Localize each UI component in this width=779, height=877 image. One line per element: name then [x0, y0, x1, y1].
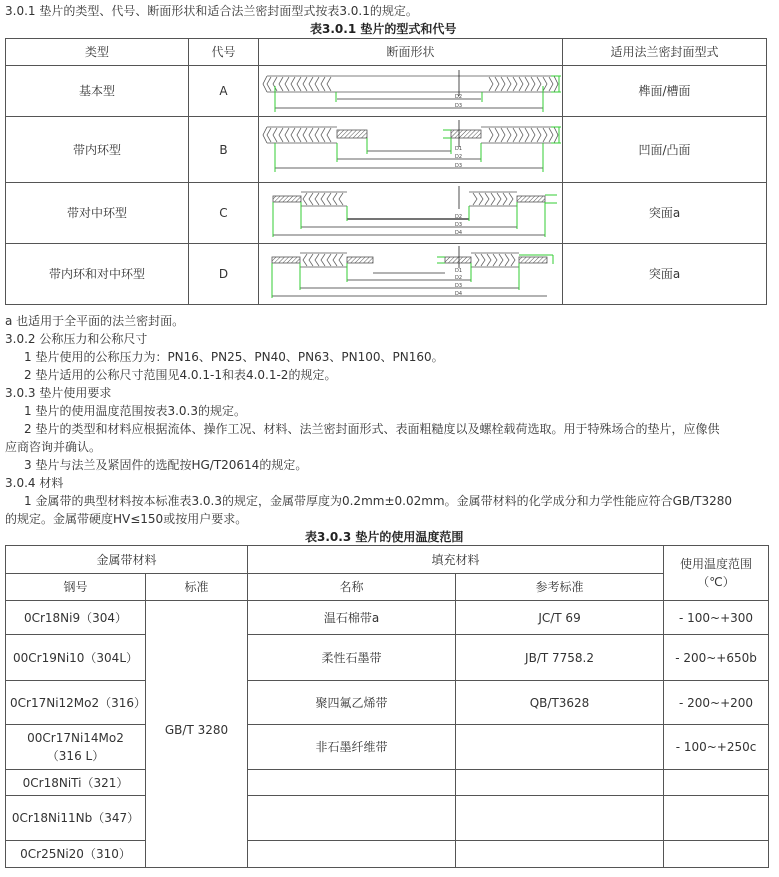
table-row	[6, 601, 769, 635]
temp-cell: - 100~+250c	[664, 725, 769, 770]
temp-cell: - 200~+650b	[664, 635, 769, 681]
header-type: 类型	[6, 39, 189, 66]
dim-label: D2	[455, 275, 463, 281]
table-row	[6, 796, 769, 841]
header-filler-name: 名称	[248, 574, 456, 601]
intro-text: 3.0.1 垫片的类型、代号、断面形状和适合法兰密封面型式按表3.0.1的规定。	[5, 4, 418, 18]
section-3-0-3-item-1: 1 垫片的使用温度范围按表3.0.3的规定。	[24, 404, 246, 418]
filler-ref-cell: JB/T 7758.2	[456, 635, 664, 681]
steel-grade-cell: 0Cr25Ni20（310）	[6, 841, 146, 868]
type-cell: 带内环型	[6, 117, 189, 183]
section-3-0-2-heading: 3.0.2 公称压力和公称尺寸	[5, 332, 148, 346]
filler-ref-cell: JC/T 69	[456, 601, 664, 635]
dim-label: D2	[455, 154, 463, 160]
filler-name-cell: 柔性石墨带	[248, 635, 456, 681]
gasket-types-table	[5, 38, 767, 305]
type-cell: 带内环和对中环型	[6, 244, 189, 305]
table2-caption: 表3.0.3 垫片的使用温度范围	[305, 530, 464, 544]
table-row	[6, 635, 769, 681]
steel-grade-cell: 0Cr18Ni9（304）	[6, 601, 146, 635]
basic-gasket-diagram	[259, 66, 563, 117]
dim-label: D3	[455, 222, 463, 228]
filler-ref-cell: QB/T3628	[456, 681, 664, 725]
steel-grade-cell: 0Cr17Ni12Mo2（316）	[6, 681, 146, 725]
section-3-0-3-heading: 3.0.3 垫片使用要求	[5, 386, 112, 400]
inner-and-centering-ring-gasket-diagram	[259, 244, 563, 305]
header-section: 断面形状	[259, 39, 563, 66]
dim-label: D4	[455, 291, 463, 297]
filler-name-cell: 非石墨纤维带	[248, 725, 456, 770]
dim-label: D3	[455, 103, 463, 109]
temp-cell	[664, 796, 769, 841]
table2-group-header-row	[6, 546, 769, 574]
table1-header-row	[6, 39, 767, 66]
filler-name-cell	[248, 841, 456, 868]
code-cell: B	[189, 117, 259, 183]
dim-label: D2	[455, 94, 463, 100]
inner-ring-gasket-diagram	[259, 117, 563, 183]
type-cell: 基本型	[6, 66, 189, 117]
face-cell: 突面a	[563, 183, 767, 244]
table-row	[6, 183, 767, 244]
section-3-0-3-item-2-cont: 应商咨询并确认。	[5, 440, 102, 454]
filler-name-cell	[248, 796, 456, 841]
centering-ring-gasket-diagram	[259, 183, 563, 244]
filler-name-cell: 温石棉带a	[248, 601, 456, 635]
table-row	[6, 725, 769, 770]
filler-ref-cell	[456, 725, 664, 770]
section-3-0-4-item-1-cont: 的规定。金属带硬度HV≤150或按用户要求。	[5, 512, 248, 526]
header-face: 适用法兰密封面型式	[563, 39, 767, 66]
code-cell: D	[189, 244, 259, 305]
steel-grade-cell: 0Cr18Ni11Nb（347）	[6, 796, 146, 841]
table-row	[6, 244, 767, 305]
temperature-range-table	[5, 545, 769, 868]
section-3-0-3-item-2: 2 垫片的类型和材料应根据流体、操作工况、材料、法兰密封面形式、表面粗糙度以及螺栓载荷选取。用于特殊场合的垫片，应像供	[24, 422, 720, 436]
filler-ref-cell	[456, 841, 664, 868]
section-3-0-3-item-3: 3 垫片与法兰及紧固件的选配按HG/T20614的规定。	[24, 458, 308, 472]
header-standard: 标准	[146, 574, 248, 601]
section-3-0-2-item-2: 2 垫片适用的公称尺寸范围见4.0.1-1和表4.0.1-2的规定。	[24, 368, 337, 382]
dim-label: D2	[455, 214, 463, 220]
dim-label: D3	[455, 283, 463, 289]
header-steel-grade: 钢号	[6, 574, 146, 601]
code-cell: A	[189, 66, 259, 117]
table1-caption: 表3.0.1 垫片的型式和代号	[310, 22, 457, 36]
temp-cell: - 200~+200	[664, 681, 769, 725]
dim-label: D4	[455, 230, 463, 236]
type-cell: 带对中环型	[6, 183, 189, 244]
header-filler-material: 填充材料	[248, 546, 664, 574]
temp-cell	[664, 770, 769, 796]
table-row	[6, 841, 769, 868]
filler-ref-cell	[456, 796, 664, 841]
steel-grade-cell: 0Cr18NiTi（321）	[6, 770, 146, 796]
steel-grade-cell: 00Cr19Ni10（304L）	[6, 635, 146, 681]
filler-name-cell: 聚四氟乙烯带	[248, 681, 456, 725]
header-reference-standard: 参考标准	[456, 574, 664, 601]
face-cell: 凹面/凸面	[563, 117, 767, 183]
table-row	[6, 66, 767, 117]
temp-cell	[664, 841, 769, 868]
header-temperature-range: 使用温度范围（℃）	[664, 546, 769, 601]
table-row	[6, 681, 769, 725]
table2-sub-header-row	[6, 574, 769, 601]
metal-standard-cell: GB/T 3280	[146, 601, 248, 868]
table-row	[6, 770, 769, 796]
dim-label: D1	[455, 146, 463, 152]
dim-label: D1	[455, 268, 463, 274]
note-a: a 也适用于全平面的法兰密封面。	[5, 314, 185, 328]
filler-ref-cell	[456, 770, 664, 796]
table-row	[6, 117, 767, 183]
dim-label: D3	[455, 163, 463, 169]
code-cell: C	[189, 183, 259, 244]
header-metal-strip-material: 金属带材料	[6, 546, 248, 574]
steel-grade-cell: 00Cr17Ni14Mo2（316 L）	[6, 725, 146, 770]
face-cell: 突面a	[563, 244, 767, 305]
temp-cell: - 100~+300	[664, 601, 769, 635]
section-3-0-4-heading: 3.0.4 材料	[5, 476, 64, 490]
section-3-0-2-item-1: 1 垫片使用的公称压力为：PN16、PN25、PN40、PN63、PN100、PN160。	[24, 350, 444, 364]
face-cell: 榫面/槽面	[563, 66, 767, 117]
filler-name-cell	[248, 770, 456, 796]
section-3-0-4-item-1: 1 金属带的典型材料按本标准表3.0.3的规定，金属带厚度为0.2mm±0.02mm。金属带材料的化学成分和力学性能应符合GB/T3280	[24, 494, 733, 508]
header-code: 代号	[189, 39, 259, 66]
